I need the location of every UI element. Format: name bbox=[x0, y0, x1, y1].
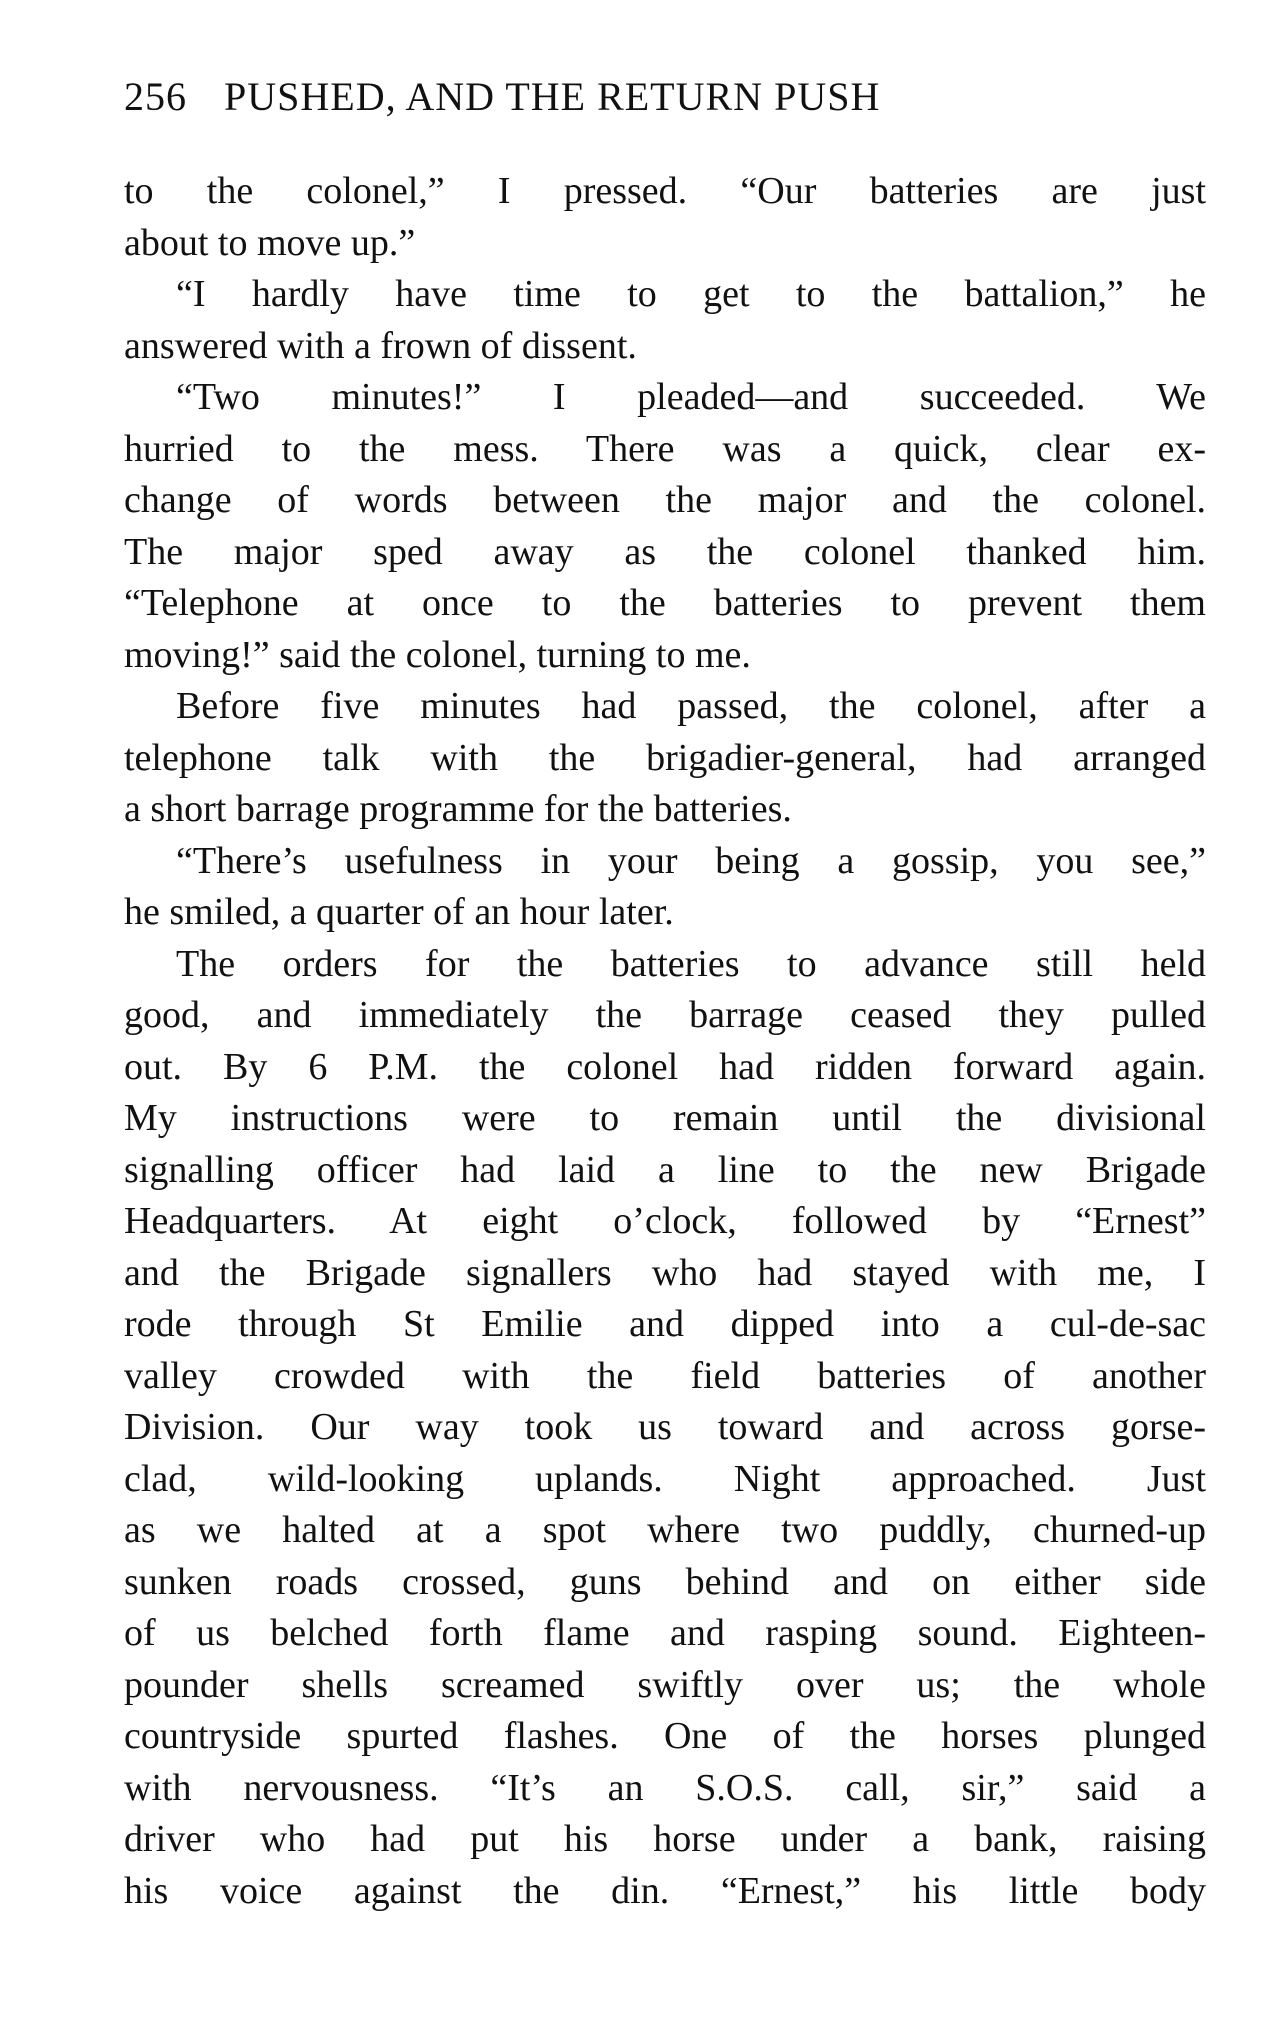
text-line: about to move up.” bbox=[124, 221, 416, 264]
text-line: change of words between the major and the colonel. bbox=[124, 479, 1206, 521]
text-line: “Two minutes!” I pleaded—and succeeded. We bbox=[176, 376, 1206, 418]
text-line: his voice against the din. “Ernest,” his little body bbox=[124, 1869, 1206, 1912]
text-line: answered with a frown of dissent. bbox=[124, 324, 637, 367]
text-line: to the colonel,” I pressed. “Our batteries are just bbox=[124, 170, 1206, 212]
text-line: clad, wild-looking uplands. Night approached. Just bbox=[124, 1457, 1206, 1500]
page-header bbox=[124, 72, 1124, 122]
text-line: driver who had put his horse under a bank, raising bbox=[124, 1818, 1206, 1860]
text-line: My instructions were to remain until the divisional bbox=[124, 1097, 1206, 1139]
text-line: Headquarters. At eight o’clock, followed by “Ernest” bbox=[124, 1200, 1206, 1242]
body-text bbox=[124, 166, 1206, 1917]
text-line: telephone talk with the brigadier-general, had arranged bbox=[124, 736, 1206, 779]
text-line: hurried to the mess. There was a quick, clear ex- bbox=[124, 427, 1206, 470]
text-line: sunken roads crossed, guns behind and on either side bbox=[124, 1560, 1206, 1603]
text-line: out. By 6 P.M. the colonel had ridden forward again. bbox=[124, 1045, 1206, 1088]
text-line: of us belched forth flame and rasping sound. Eighteen- bbox=[124, 1612, 1206, 1654]
text-line: he smiled, a quarter of an hour later. bbox=[124, 891, 674, 933]
text-line: a short barrage programme for the batteries. bbox=[124, 788, 792, 830]
text-line: valley crowded with the field batteries of another bbox=[124, 1354, 1206, 1397]
text-line: signalling officer had laid a line to the new Brigade bbox=[124, 1148, 1206, 1191]
text-line: with nervousness. “It’s an S.O.S. call, sir,” said a bbox=[124, 1766, 1206, 1809]
text-line: Before five minutes had passed, the colonel, after a bbox=[176, 685, 1206, 727]
running-title: PUSHED, AND THE RETURN PUSH bbox=[224, 74, 881, 119]
text-line: Division. Our way took us toward and across gorse- bbox=[124, 1406, 1206, 1448]
text-line: good, and immediately the barrage ceased they pulled bbox=[124, 994, 1206, 1036]
text-line: moving!” said the colonel, turning to me. bbox=[124, 633, 751, 676]
text-line: and the Brigade signallers who had stayed with me, I bbox=[124, 1251, 1206, 1294]
page-number: 256 bbox=[124, 74, 187, 119]
text-line: “Telephone at once to the batteries to prevent them bbox=[124, 582, 1206, 624]
text-line: countryside spurted flashes. One of the horses plunged bbox=[124, 1715, 1206, 1757]
text-line: “I hardly have time to get to the battalion,” he bbox=[176, 273, 1206, 315]
text-line: pounder shells screamed swiftly over us; the whole bbox=[124, 1663, 1206, 1706]
text-line: The orders for the batteries to advance still held bbox=[176, 942, 1206, 985]
text-line: “There’s usefulness in your being a gossip, you see,” bbox=[176, 839, 1206, 882]
text-line: rode through St Emilie and dipped into a cul-de-sac bbox=[124, 1303, 1206, 1345]
text-line: as we halted at a spot where two puddly, churned-up bbox=[124, 1509, 1206, 1551]
text-line: The major sped away as the colonel thanked him. bbox=[124, 530, 1206, 573]
